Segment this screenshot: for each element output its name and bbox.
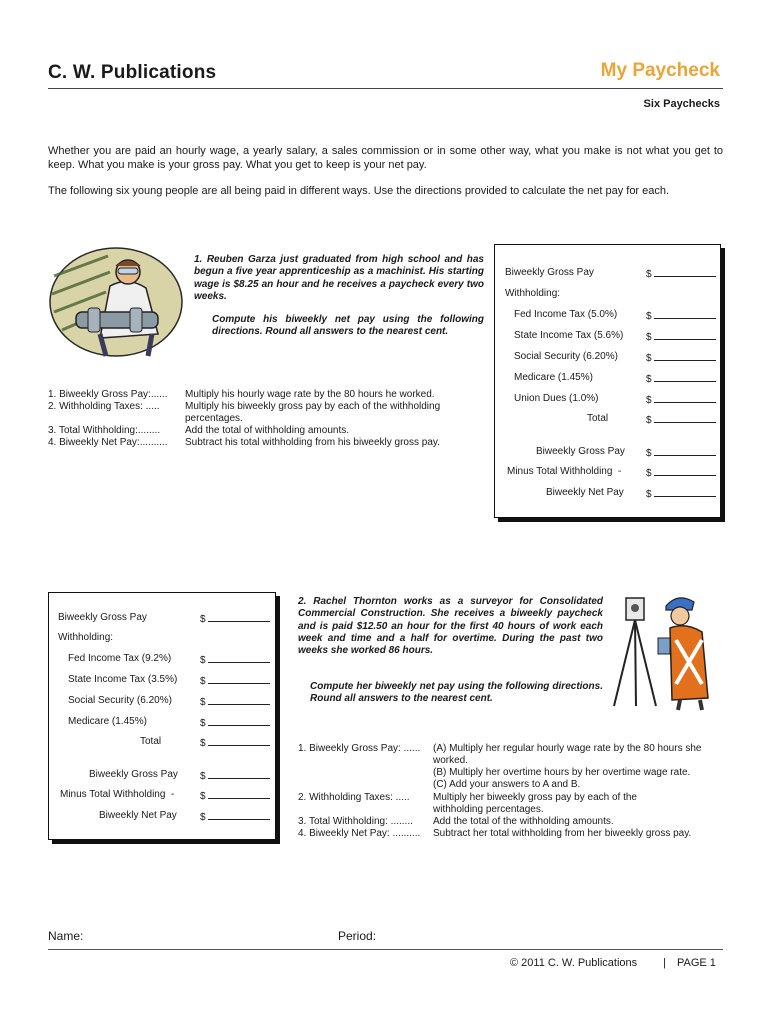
step-label: 2. Withholding Taxes: ..... (48, 401, 160, 412)
net-pay-field[interactable]: $ (646, 487, 716, 500)
social-security-field[interactable]: $ (646, 351, 716, 364)
gross-pay-label: Biweekly Gross Pay (58, 612, 147, 623)
step-text: Multiply his biweekly gross pay by each of the withholding percentages. (185, 401, 441, 424)
total-field[interactable]: $ (646, 413, 716, 426)
total-label: Total (587, 413, 609, 424)
union-dues-label: Union Dues (1.0%) (514, 393, 599, 404)
gross-pay-label: Biweekly Gross Pay (505, 267, 594, 278)
minus-withholding-label: Minus Total Withholding - (60, 789, 175, 800)
fed-tax-field[interactable]: $ (646, 309, 716, 322)
minus-withholding-field[interactable]: $ (200, 789, 270, 802)
gross-pay-2-field[interactable]: $ (200, 769, 270, 782)
copyright: © 2011 C. W. Publications (510, 957, 638, 969)
case1-paycheck-form (494, 244, 725, 522)
social-security-label: Social Security (6.20%) (68, 695, 172, 706)
step-label: 1. Biweekly Gross Pay: ...... (298, 743, 421, 754)
case1-description: 1. Reuben Garza just graduated from high school and has begun a five year apprenticeship as a machinist. His starting wage is $8.25 an hour and he receives a paycheck every two weeks. (194, 254, 484, 302)
medicare-label: Medicare (1.45%) (68, 716, 147, 727)
fed-tax-label: Fed Income Tax (5.0%) (514, 309, 618, 320)
net-pay-label: Biweekly Net Pay (99, 810, 177, 821)
medicare-label: Medicare (1.45%) (514, 372, 593, 383)
case1-steps (48, 389, 488, 449)
total-field[interactable]: $ (200, 736, 270, 749)
medicare-field[interactable]: $ (200, 716, 270, 729)
state-tax-label: State Income Tax (5.6%) (514, 330, 624, 341)
brand-name: C. W. Publications (48, 62, 217, 83)
step-label: 2. Withholding Taxes: ..... (298, 792, 410, 803)
step-text: Multiply her biweekly gross pay by each of the withholding percentages. (433, 792, 637, 815)
intro-paragraph-1: Whether you are paid an hourly wage, a yearly salary, a sales commission or in some other way, what you make is not what you get to keep. What you make is your gross pay. What you get to keep is your net pay. (48, 145, 723, 171)
name-label: Name: (48, 929, 84, 943)
social-security-field[interactable]: $ (200, 695, 270, 708)
fed-tax-field[interactable]: $ (200, 653, 270, 666)
step-text: Multiply his hourly wage rate by the 80 hours he worked. (185, 389, 435, 400)
gross-pay-2-label: Biweekly Gross Pay (536, 446, 625, 457)
page-number: PAGE 1 (677, 957, 716, 969)
net-pay-field[interactable]: $ (200, 810, 270, 823)
state-tax-field[interactable]: $ (646, 330, 716, 343)
intro-paragraph-2: The following six young people are all being paid in different ways. Use the directions provided to calculate the net pay for each. (48, 185, 670, 197)
step-text: (C) Add your answers to A and B. (433, 779, 581, 790)
gross-pay-2-label: Biweekly Gross Pay (89, 769, 178, 780)
gross-pay-field[interactable]: $ (200, 612, 270, 625)
gross-pay-field[interactable]: $ (646, 267, 716, 280)
case2-description: 2. Rachel Thornton works as a surveyor for Consolidated Commercial Construction. She receives a biweekly paycheck and is paid $12.50 an hour for the first 40 hours of work each week and time and a half for overtime. During the past two weeks she worked 86 hours. (298, 596, 603, 657)
union-dues-field[interactable]: $ (646, 393, 716, 406)
minus-withholding-field[interactable]: $ (646, 466, 716, 479)
total-label: Total (140, 736, 162, 747)
gross-pay-2-field[interactable]: $ (646, 446, 716, 459)
case2-paycheck-form (48, 592, 280, 844)
state-tax-field[interactable]: $ (200, 674, 270, 687)
surveyor-illustration (606, 588, 724, 712)
step-label: 4. Biweekly Net Pay:.......... (48, 437, 168, 448)
case1-instruction: Compute his biweekly net pay using the following directions. Round all answers to the nearest cent. (212, 314, 484, 338)
footer-separator: | (663, 957, 666, 969)
net-pay-label: Biweekly Net Pay (546, 487, 624, 498)
case2-steps (298, 743, 728, 855)
step-text: (B) Multiply her overtime hours by her overtime wage rate. (433, 767, 691, 778)
withholding-label: Withholding: (58, 632, 114, 643)
case2-instruction: Compute her biweekly net pay using the following directions. Round all answers to the nearest cent. (310, 681, 603, 705)
step-label: 1. Biweekly Gross Pay:...... (48, 389, 168, 400)
step-text: Subtract her total withholding from her biweekly gross pay. (433, 828, 692, 839)
fed-tax-label: Fed Income Tax (9.2%) (68, 653, 172, 664)
step-text: Subtract his total withholding from his biweekly gross pay. (185, 437, 440, 448)
step-text: Add the total of the withholding amounts. (433, 816, 614, 827)
step-label: 3. Total Withholding:........ (48, 425, 161, 436)
step-label: 3. Total Withholding: ........ (298, 816, 413, 827)
page-title: My Paycheck (600, 60, 720, 81)
step-label: 4. Biweekly Net Pay: .......... (298, 828, 421, 839)
medicare-field[interactable]: $ (646, 372, 716, 385)
period-label: Period: (338, 929, 377, 943)
header-rule (48, 88, 723, 89)
social-security-label: Social Security (6.20%) (514, 351, 618, 362)
state-tax-label: State Income Tax (3.5%) (68, 674, 178, 685)
step-text: Add the total of withholding amounts. (185, 425, 349, 436)
page-subtitle: Six Paychecks (643, 98, 720, 110)
machinist-illustration (48, 246, 184, 358)
withholding-label: Withholding: (505, 288, 561, 299)
step-text: (A) Multiply her regular hourly wage rate by the 80 hours she worked. (433, 743, 702, 766)
minus-withholding-label: Minus Total Withholding - (507, 466, 622, 477)
footer-rule (48, 949, 723, 950)
